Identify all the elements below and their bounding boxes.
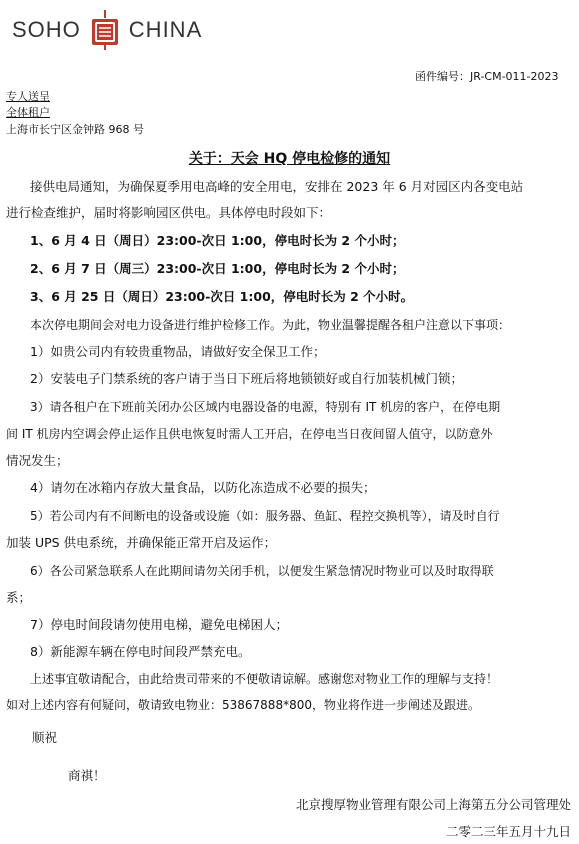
notice-item-3-line-2: 间 IT 机房内空调会停止运作且供电恢复时需人工开启，在停电当日夜间留人值守，以防意外 [6, 427, 493, 441]
greeting-business: 商祺！ [68, 768, 106, 783]
notice-item-6-line-1: 6）各公司紧急联系人在此期间请勿关闭手机，以便发生紧急情况时物业可以及时取得联 [30, 564, 494, 578]
soho-china-logo [12, 10, 202, 50]
greeting-regards: 顺祝 [32, 730, 58, 745]
notice-item-3-line-1: 3）请各租户在下班前关闭办公区域内电器设备的电源，特别有 IT 机房的客户，在停电期 [30, 400, 501, 414]
notice-item-5-line-2: 加装 UPS 供电系统，并确保能正常开启及运作； [6, 535, 277, 550]
recipient-to: 全体租户 [6, 106, 50, 119]
notice-item-6-line-2: 系； [6, 590, 32, 605]
document-number: 函件编号：JR-CM-011-2023 [415, 70, 559, 83]
recipient-address: 上海市长宁区金钟路 968 号 [6, 123, 144, 136]
intro-line-2: 进行检查维护，届时将影响园区供电。具体停电时段如下： [6, 205, 332, 220]
intro-line-1: 接供电局通知，为确保夏季用电高峰的安全用电，安排在 2023 年 6 月对园区内各变电站 [30, 179, 524, 194]
company-signature: 北京搜厚物业管理有限公司上海第五分公司管理处 [295, 797, 571, 812]
signature-date: 二零二三年五月十九日 [445, 824, 571, 839]
notice-item-3-line-3: 情况发生； [6, 453, 69, 468]
logo-seal-icon [83, 10, 127, 50]
notice-item-1: 1）如贵公司内有较贵重物品，请做好安全保卫工作； [30, 344, 326, 359]
outage-item-2: 2、6 月 7 日（周三）23:00-次日 1:00，停电时长为 2 个小时； [30, 261, 405, 276]
notice-item-5-line-1: 5）若公司内有不间断电的设备或设施（如：服务器、鱼缸、程控交换机等），请及时自行 [30, 509, 500, 523]
outage-item-1: 1、6 月 4 日（周日）23:00-次日 1:00，停电时长为 2 个小时； [30, 233, 405, 248]
notice-item-7: 7）停电时间段请勿使用电梯，避免电梯困人； [30, 617, 288, 632]
outage-item-3: 3、6 月 25 日（周日）23:00-次日 1:00，停电时长为 2 个小时。 [30, 289, 414, 304]
notice-item-2: 2）安装电子门禁系统的客户请于当日下班后将地锁锁好或自行加装机械门锁； [30, 371, 463, 386]
notice-item-4: 4）请勿在冰箱内存放大量食品，以防化冻造成不必要的损失； [30, 480, 376, 495]
notice-intro: 本次停电期间会对电力设备进行维护检修工作。为此，物业温馨提醒各租户注意以下事项： [30, 318, 511, 332]
recipient-delivery: 专人送呈 [6, 90, 50, 103]
notice-title: 关于：天会 HQ 停电检修的通知 [188, 151, 391, 167]
logo-text-left: SOHO [12, 17, 81, 42]
notice-item-8: 8）新能源车辆在停电时间段严禁充电。 [30, 644, 251, 659]
closing-line-1: 上述事宜敬请配合，由此给贵司带来的不便敬请谅解。感谢您对物业工作的理解与支持！ [30, 672, 499, 686]
closing-line-2: 如对上述内容有何疑问，敬请致电物业：53867888*800，物业将作进一步阐述及跟进。 [6, 698, 480, 712]
logo-text-right: CHINA [128, 17, 203, 42]
